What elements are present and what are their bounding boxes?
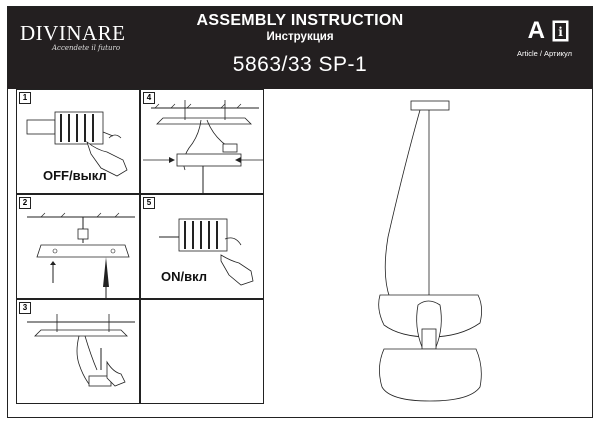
article-label: Article / Артикул: [516, 49, 572, 58]
pendant-lamp-illustration: [8, 7, 592, 419]
brand-name: DIVINARE: [20, 21, 126, 45]
step-number: 1: [19, 92, 31, 104]
title-english: ASSEMBLY INSTRUCTION: [196, 12, 404, 29]
svg-text:i: i: [558, 25, 563, 39]
article-letter: A: [527, 17, 545, 44]
on-label: ON/вкл: [161, 269, 208, 284]
title-russian: Инструкция: [266, 31, 334, 43]
step-number: 4: [143, 92, 155, 104]
brand-tagline: Accendete il futuro: [52, 44, 121, 52]
step-number: 2: [19, 197, 31, 209]
step-number: 5: [143, 197, 155, 209]
off-label: OFF/выкл: [43, 168, 107, 183]
instruction-sheet: [7, 6, 593, 418]
step-number: 3: [19, 302, 31, 314]
model-number: 5863/33 SP-1: [232, 53, 368, 76]
